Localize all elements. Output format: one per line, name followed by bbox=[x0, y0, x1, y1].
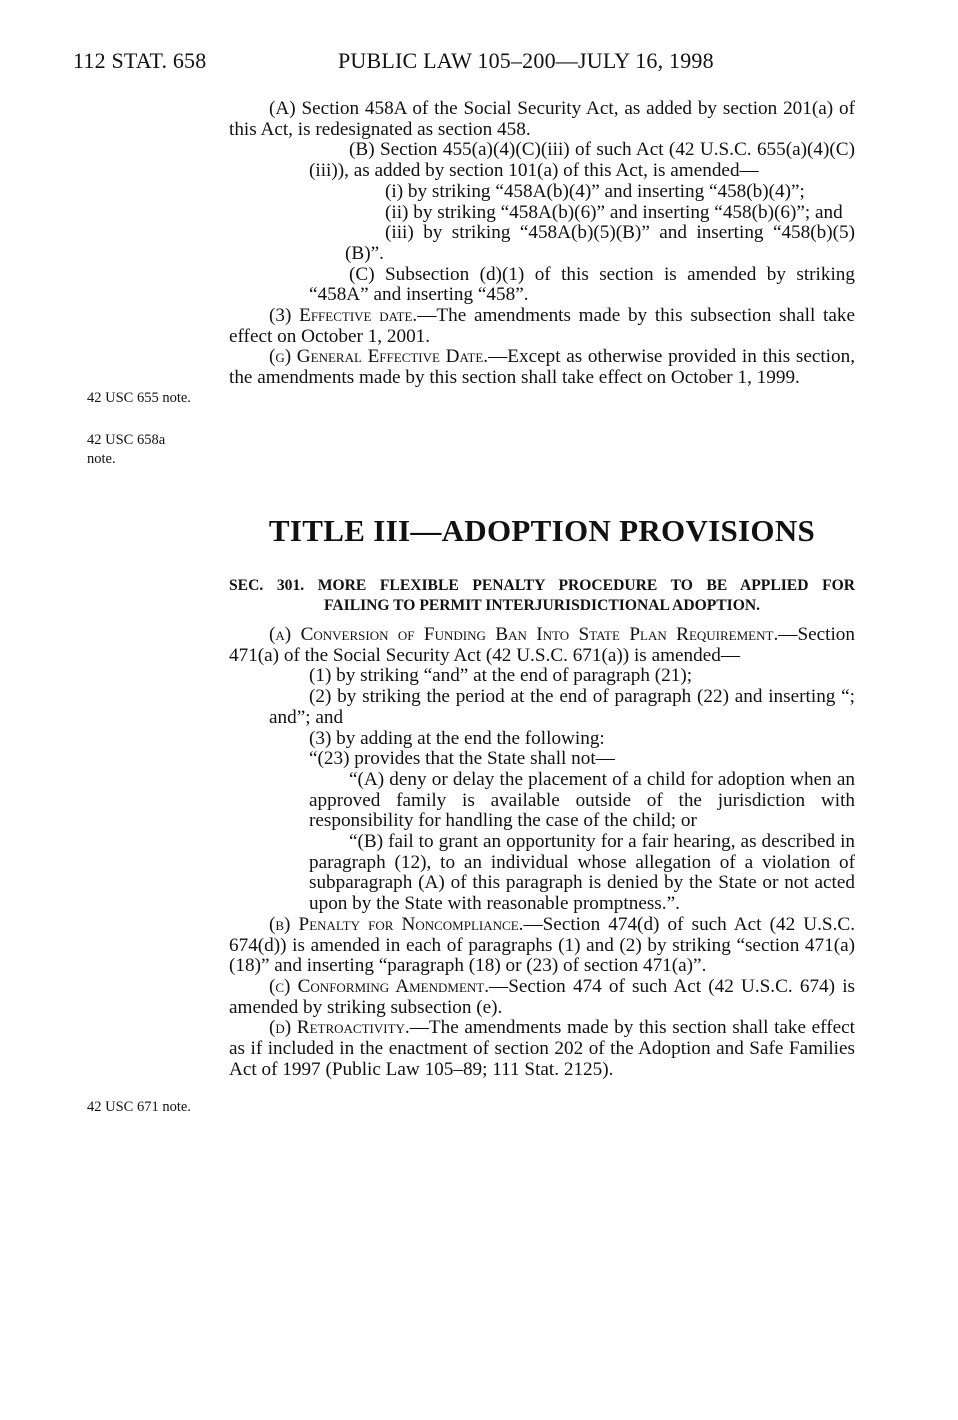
running-header: PUBLIC LAW 105–200—JULY 16, 1998 bbox=[338, 48, 714, 73]
paragraph: “(23) provides that the State shall not— bbox=[309, 748, 615, 770]
paragraph: (iii) by striking “458A(b)(5)(B)” and inserting “458(b)(5)(B)”. bbox=[345, 222, 855, 264]
paragraph: (A) Section 458A of the Social Security Act, as added by section 201(a) of this Act, is redesignated as section 458. bbox=[229, 98, 855, 140]
paragraph: (a) Conversion of Funding Ban Into State Plan Requirement.—Section 471(a) of the Social Security Act (42 U.S.C. 671(a)) is amended— bbox=[229, 624, 855, 666]
stat-page-number: 112 STAT. 658 bbox=[73, 48, 207, 73]
paragraph: (c) Conforming Amendment.—Section 474 of such Act (42 U.S.C. 674) is amended by striking subsection (e). bbox=[229, 975, 855, 1018]
paragraph: (B) Section 455(a)(4)(C)(iii) of such Act (42 U.S.C. 655(a)(4)(C)(iii)), as added by section 101(a) of this Act, is amended— bbox=[309, 139, 855, 182]
paragraph: (3) by adding at the end the following: bbox=[309, 727, 605, 749]
paragraph: (C) Subsection (d)(1) of this section is amended by striking “458A” and inserting “458”. bbox=[309, 263, 855, 306]
paragraph: “(A) deny or delay the placement of a child for adoption when an approved family is available outside of the jurisdiction with responsibility for handling the case of the child; or bbox=[309, 768, 855, 832]
margin-note: 42 USC 655 note. bbox=[87, 390, 191, 406]
paragraph: (g) General Effective Date.—Except as otherwise provided in this section, the amendments made by this section shall take effect on October 1, 1999. bbox=[229, 346, 855, 389]
paragraph: (2) by striking the period at the end of paragraph (22) and inserting “; and”; and bbox=[269, 686, 855, 728]
section-heading-line: FAILING TO PERMIT INTERJURISDICTIONAL ADOPTION. bbox=[324, 597, 760, 614]
margin-note: 42 USC 671 note. bbox=[87, 1099, 191, 1115]
section-heading bbox=[229, 576, 855, 616]
paragraph: (d) Retroactivity.—The amendments made by this section shall take effect as if included in the enactment of section 202 of the Adoption and Safe Families Act of 1997 (Public Law 105–89; 111 Stat. 2125). bbox=[229, 1017, 855, 1080]
top-body bbox=[229, 99, 855, 389]
section-heading-line: SEC. 301. MORE FLEXIBLE PENALTY PROCEDURE TO BE APPLIED FOR bbox=[229, 577, 855, 594]
paragraph: “(B) fail to grant an opportunity for a fair hearing, as described in paragraph (12), to an individual whose allegation of a violation of subparagraph (A) of this paragraph is denied by the State or not acted upon by the State with reasonable promptness.”. bbox=[309, 831, 855, 915]
paragraph: (b) Penalty for Noncompliance.—Section 474(d) of such Act (42 U.S.C. 674(d)) is amended in each of paragraphs (1) and (2) by striking “section 471(a)(18)” and inserting “paragraph (18) or (23) of section 471(a)”. bbox=[229, 913, 855, 977]
margin-note: 42 USC 658a note. bbox=[87, 432, 166, 467]
title-heading: TITLE III—ADOPTION PROVISIONS bbox=[268, 513, 816, 548]
section-body bbox=[229, 625, 855, 1080]
paragraph: (i) by striking “458A(b)(4)” and inserting “458(b)(4)”; bbox=[385, 180, 805, 202]
paragraph: (1) by striking “and” at the end of paragraph (21); bbox=[309, 665, 693, 687]
paragraph: (ii) by striking “458A(b)(6)” and inserting “458(b)(6)”; and bbox=[385, 201, 843, 223]
paragraph: (3) Effective date.—The amendments made by this subsection shall take effect on October 1, 2001. bbox=[229, 305, 855, 347]
